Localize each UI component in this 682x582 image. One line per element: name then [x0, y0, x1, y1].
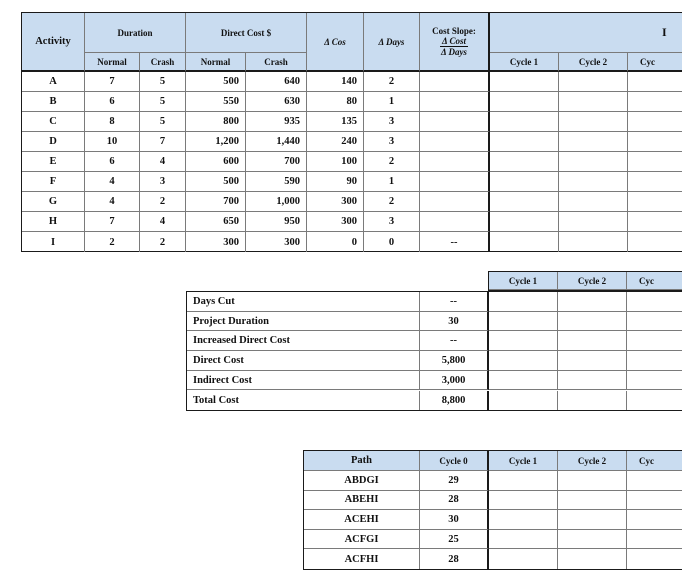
cell-dcost: 90 [307, 172, 364, 192]
cycle-cell [628, 172, 682, 192]
cell-c_crash: 950 [246, 212, 307, 232]
cell-c_normal: 650 [186, 212, 246, 232]
cell-dcost: 0 [307, 232, 364, 252]
cycle-cell [489, 292, 558, 312]
cycle-cell [489, 549, 558, 569]
cell-ddays: 3 [364, 132, 420, 152]
cycle-cell [627, 371, 682, 391]
cycle-cell [627, 530, 682, 550]
cell-activity: G [22, 192, 85, 212]
cell-ddays: 3 [364, 112, 420, 132]
cell-d_normal: 7 [85, 72, 140, 92]
cycle-cell [490, 172, 559, 192]
cycle-cell [489, 312, 558, 332]
path-cycle0: 28 [420, 491, 489, 511]
cycle-cell [559, 132, 628, 152]
cycle-cell [489, 331, 558, 351]
cell-slope [420, 172, 490, 192]
summary-label: Project Duration [187, 312, 420, 332]
header-cost-normal: Normal [186, 53, 246, 72]
cycle-cell [627, 351, 682, 371]
cycle-cell [627, 549, 682, 569]
cycle-cell [627, 491, 682, 511]
cycle-cell [490, 112, 559, 132]
cycle-cell [489, 510, 558, 530]
summary-cycle-1: Cycle 1 [489, 272, 558, 290]
header-activity: Activity [22, 13, 85, 72]
cycle-cell [628, 72, 682, 92]
cell-c_normal: 1,200 [186, 132, 246, 152]
cycle-cell [558, 471, 627, 491]
summary-label: Increased Direct Cost [187, 331, 420, 351]
cell-d_crash: 5 [140, 72, 186, 92]
cell-ddays: 0 [364, 232, 420, 252]
cell-c_normal: 800 [186, 112, 246, 132]
cycle-cell [490, 192, 559, 212]
cell-d_crash: 5 [140, 92, 186, 112]
summary-label: Total Cost [187, 391, 420, 411]
cell-c_normal: 550 [186, 92, 246, 112]
cycle-cell [627, 471, 682, 491]
cycle-cell [627, 312, 682, 332]
cell-slope [420, 152, 490, 172]
path-table [303, 450, 682, 570]
path-name: ACEHI [304, 510, 420, 530]
cycle-cell [628, 192, 682, 212]
cell-c_normal: 600 [186, 152, 246, 172]
activity-rows [22, 72, 682, 252]
path-header-cycle2: Cycle 2 [558, 451, 627, 471]
path-name: ACFHI [304, 549, 420, 569]
cycle-cell [559, 232, 628, 252]
cell-c_normal: 500 [186, 172, 246, 192]
header-duration: Duration [85, 13, 186, 53]
cell-slope [420, 132, 490, 152]
cell-activity: F [22, 172, 85, 192]
cycle-cell [558, 530, 627, 550]
header-cost-crash: Crash [246, 53, 307, 72]
path-header-cycle1: Cycle 1 [489, 451, 558, 471]
summary-rows [187, 292, 682, 410]
cycle-cell [490, 212, 559, 232]
cycle-cell [559, 212, 628, 232]
header-duration-crash: Crash [140, 53, 186, 72]
cell-activity: D [22, 132, 85, 152]
header-delta-days: Δ Days [364, 13, 420, 72]
cycle-cell [558, 371, 627, 391]
cell-dcost: 140 [307, 72, 364, 92]
cell-ddays: 2 [364, 72, 420, 92]
slope-line-2: Δ Cost [442, 36, 466, 46]
cell-dcost: 300 [307, 192, 364, 212]
slope-line-1: Cost Slope: [432, 26, 476, 36]
cell-slope [420, 212, 490, 232]
right-group-label: I [662, 25, 667, 39]
cycle-cell [489, 471, 558, 491]
cell-d_crash: 4 [140, 212, 186, 232]
cycle-cell [490, 72, 559, 92]
cell-d_crash: 5 [140, 112, 186, 132]
summary-label: Indirect Cost [187, 371, 420, 391]
summary-value: -- [420, 331, 489, 351]
cycle-cell [628, 132, 682, 152]
cell-d_normal: 4 [85, 192, 140, 212]
cell-dcost: 80 [307, 92, 364, 112]
cycle-cell [559, 112, 628, 132]
cycle-cell [559, 172, 628, 192]
cell-d_normal: 6 [85, 92, 140, 112]
cell-d_normal: 8 [85, 112, 140, 132]
path-name: ACFGI [304, 530, 420, 550]
cycle-cell [628, 212, 682, 232]
cycle-cell [558, 312, 627, 332]
cycle-cell [490, 92, 559, 112]
header-cycle-2: Cycle 2 [559, 53, 628, 72]
cell-dcost: 240 [307, 132, 364, 152]
cell-ddays: 3 [364, 212, 420, 232]
cell-dcost: 300 [307, 212, 364, 232]
cycle-cell [627, 331, 682, 351]
cell-c_normal: 500 [186, 72, 246, 92]
cell-c_crash: 590 [246, 172, 307, 192]
cycle-cell [558, 292, 627, 312]
cell-d_crash: 4 [140, 152, 186, 172]
cycle-cell [558, 331, 627, 351]
cell-c_normal: 700 [186, 192, 246, 212]
cycle-cell [558, 549, 627, 569]
path-cycle0: 29 [420, 471, 489, 491]
path-name: ABEHI [304, 491, 420, 511]
summary-label: Days Cut [187, 292, 420, 312]
cycle-cell [489, 371, 558, 391]
path-header-cycle3: Cyc [627, 451, 682, 471]
cycle-cell [558, 391, 627, 411]
cell-activity: A [22, 72, 85, 92]
cell-d_crash: 2 [140, 232, 186, 252]
summary-value: 8,800 [420, 391, 489, 411]
path-rows [304, 471, 682, 569]
summary-value: 5,800 [420, 351, 489, 371]
cell-slope: -- [420, 232, 490, 252]
cycle-cell [628, 92, 682, 112]
cell-slope [420, 112, 490, 132]
cell-c_crash: 300 [246, 232, 307, 252]
activity-cost-table [21, 12, 682, 252]
cycle-cell [628, 152, 682, 172]
cell-slope [420, 92, 490, 112]
cycle-cell [490, 132, 559, 152]
summary-cycle-2: Cycle 2 [558, 272, 627, 290]
path-cycle0: 30 [420, 510, 489, 530]
slope-line-3: Δ Days [441, 47, 467, 57]
cycle-cell [559, 152, 628, 172]
summary-label: Direct Cost [187, 351, 420, 371]
cell-ddays: 1 [364, 92, 420, 112]
header-cycle-3: Cyc [628, 53, 682, 72]
cell-c_normal: 300 [186, 232, 246, 252]
header-duration-normal: Normal [85, 53, 140, 72]
cell-c_crash: 935 [246, 112, 307, 132]
cycle-cell [559, 92, 628, 112]
cycle-cell [559, 72, 628, 92]
cycle-cell [627, 510, 682, 530]
cycle-cell [627, 292, 682, 312]
summary-value: -- [420, 292, 489, 312]
cycle-cell [489, 351, 558, 371]
cell-d_crash: 3 [140, 172, 186, 192]
summary-cycle-3: Cyc [627, 272, 682, 290]
cell-c_crash: 640 [246, 72, 307, 92]
cycle-cell [489, 530, 558, 550]
summary-value: 3,000 [420, 371, 489, 391]
cycle-cell [558, 351, 627, 371]
cell-dcost: 100 [307, 152, 364, 172]
cycle-cell [489, 391, 558, 411]
cell-slope [420, 72, 490, 92]
summary-cycle-header [488, 271, 682, 291]
cell-activity: B [22, 92, 85, 112]
cell-activity: I [22, 232, 85, 252]
cell-activity: E [22, 152, 85, 172]
header-delta-cost: Δ Cos [307, 13, 364, 72]
cell-d_normal: 4 [85, 172, 140, 192]
path-name: ABDGI [304, 471, 420, 491]
path-cycle0: 28 [420, 549, 489, 569]
cell-c_crash: 700 [246, 152, 307, 172]
cycle-cell [628, 232, 682, 252]
header-cost-slope [420, 13, 490, 72]
cell-slope [420, 192, 490, 212]
cell-c_crash: 630 [246, 92, 307, 112]
cell-c_crash: 1,000 [246, 192, 307, 212]
path-header-path: Path [304, 451, 420, 471]
cycle-cell [558, 510, 627, 530]
cycle-cell [559, 192, 628, 212]
summary-value: 30 [420, 312, 489, 332]
cell-dcost: 135 [307, 112, 364, 132]
cell-ddays: 1 [364, 172, 420, 192]
cell-ddays: 2 [364, 192, 420, 212]
cell-d_normal: 7 [85, 212, 140, 232]
cycle-cell [489, 491, 558, 511]
header-direct-cost: Direct Cost $ [186, 13, 307, 53]
cell-d_crash: 2 [140, 192, 186, 212]
path-cycle0: 25 [420, 530, 489, 550]
cell-activity: C [22, 112, 85, 132]
cycle-cell [628, 112, 682, 132]
cell-c_crash: 1,440 [246, 132, 307, 152]
path-header-cycle0: Cycle 0 [420, 451, 489, 471]
cycle-cell [490, 152, 559, 172]
cycle-cell [627, 391, 682, 411]
cell-d_normal: 6 [85, 152, 140, 172]
cycle-cell [558, 491, 627, 511]
cell-ddays: 2 [364, 152, 420, 172]
cell-d_normal: 10 [85, 132, 140, 152]
cycle-cell [490, 232, 559, 252]
cell-d_crash: 7 [140, 132, 186, 152]
cell-d_normal: 2 [85, 232, 140, 252]
summary-table [186, 291, 682, 411]
header-cycle-1: Cycle 1 [490, 53, 559, 72]
cell-activity: H [22, 212, 85, 232]
header-right-group [490, 13, 682, 53]
